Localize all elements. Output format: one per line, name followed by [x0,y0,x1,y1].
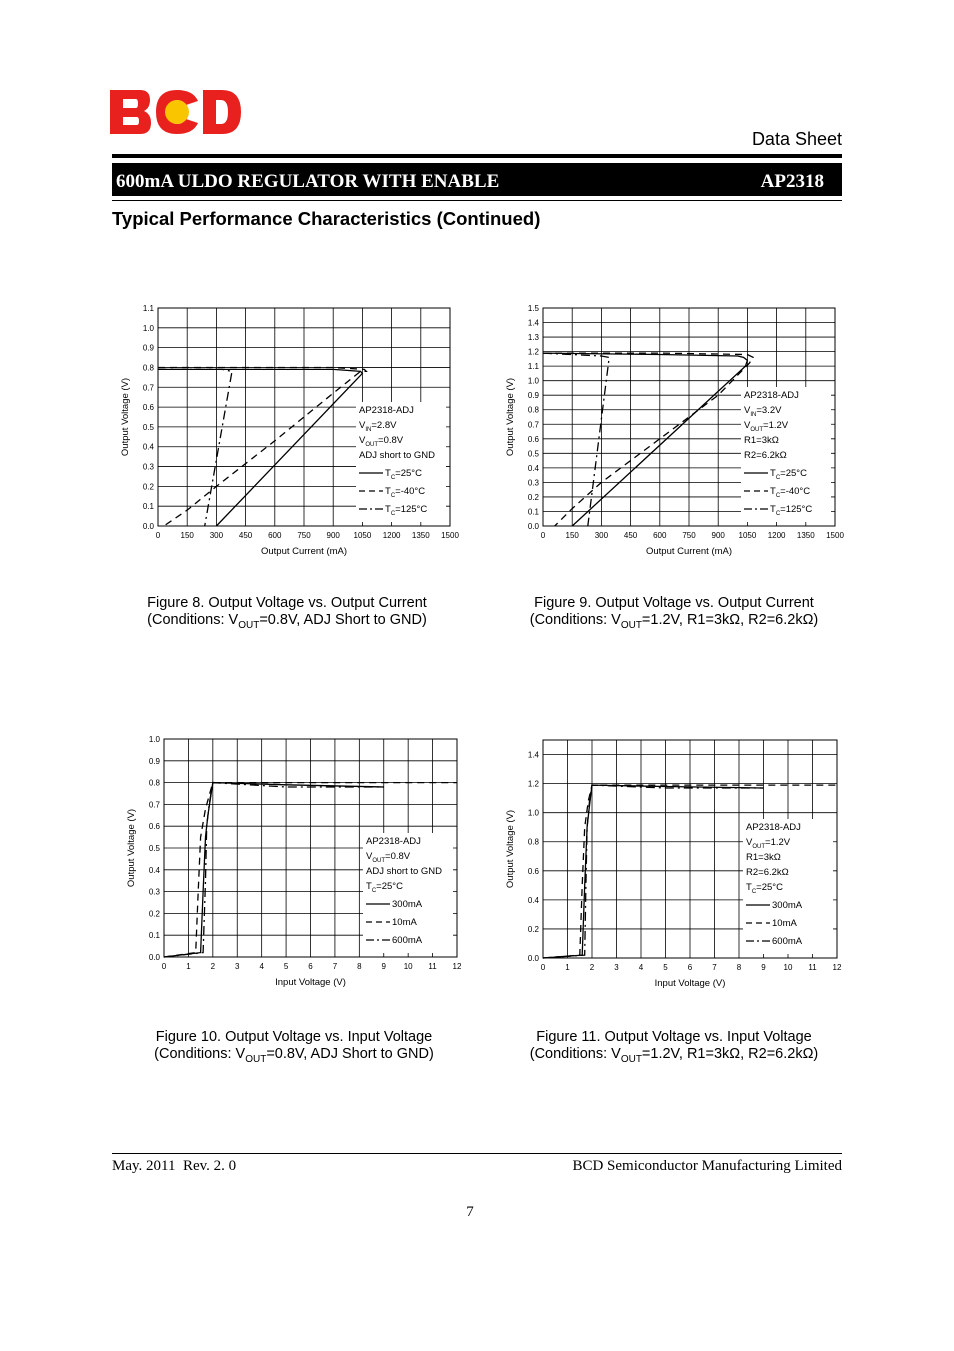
y-tick-label: 0.4 [527,463,539,473]
y-tick-label: 0.6 [142,403,154,413]
legend [743,819,833,954]
figure-8-chart [108,296,488,576]
x-tick-label: 3 [235,962,240,971]
section-heading: Typical Performance Characteristics (Continued) [112,208,541,229]
y-tick-label: 0.3 [148,887,160,897]
document-type: Data Sheet [751,129,842,149]
figure-9-chart [493,296,873,576]
revision-date: May. 2011 Rev. 2. 0 [112,1158,237,1174]
figure-11-caption [484,1029,864,1068]
x-tick-label: 1200 [767,531,786,540]
x-tick-label: 450 [238,531,253,540]
y-tick-label: 0.8 [148,778,160,788]
x-tick-label: 12 [832,963,842,972]
x-tick-label: 600 [653,531,667,540]
y-tick-label: 0.8 [527,405,539,415]
page-number: 7 [466,1204,474,1220]
x-tick-label: 9 [381,962,386,971]
legend-condition: $V_{OUT}=1.2V$ [746,837,791,850]
y-tick-label: 1.0 [142,323,154,333]
y-tick-label: 0.3 [527,478,539,488]
x-tick-label: 150 [565,531,579,540]
y-tick-label: 0.7 [527,420,539,430]
y-tick-label: 1.2 [527,347,539,357]
legend-series-label: 300mA [772,900,803,911]
x-tick-label: 1500 [441,531,459,540]
y-tick-label: 0.4 [148,865,160,875]
y-tick-label: 0.0 [527,954,539,963]
x-tick-label: 9 [761,963,766,972]
x-tick-label: 7 [712,963,717,972]
y-tick-label: 1.0 [148,735,160,744]
chart-svg [108,296,488,576]
x-tick-label: 11 [428,962,437,971]
figure-10-caption [104,1029,484,1068]
document-title: 600mA ULDO REGULATOR WITH ENABLE [116,171,500,192]
y-tick-label: 0.9 [527,391,539,401]
caption-title: Figure 9. Output Voltage vs. Output Current [534,595,814,611]
legend-series-label: $T_C=125^\circ C$ [770,504,813,517]
y-tick-label: 0.4 [527,895,539,905]
y-tick-label: 0.6 [527,866,539,876]
x-axis-label: Input Voltage (V) [275,977,346,988]
y-tick-label: 0.7 [148,800,160,810]
legend-series-label: 10mA [772,918,797,929]
legend-condition: $V_{OUT}=0.8V$ [366,851,411,864]
y-tick-label: 1.1 [527,362,539,372]
y-tick-label: 0.4 [142,442,154,452]
legend-condition: R2=6.2kΩ [744,450,787,461]
x-tick-label: 0 [161,962,167,971]
x-tick-label: 900 [711,531,725,540]
x-tick-label: 600 [268,531,282,540]
series-line [158,369,362,526]
x-tick-label: 2 [210,962,216,971]
y-tick-label: 0.9 [142,343,154,353]
chart-svg [493,296,873,576]
x-tick-label: 7 [332,962,338,971]
y-tick-label: 1.5 [527,304,539,313]
x-tick-label: 1 [565,963,570,972]
y-tick-label: 1.4 [527,318,539,328]
legend-condition: R1=3kΩ [746,852,781,863]
x-tick-label: 0 [540,963,546,972]
x-tick-label: 6 [308,962,313,971]
legend-condition: R1=3kΩ [744,435,779,446]
x-tick-label: 5 [663,963,668,972]
legend-series-label: $T_C=-40^\circ C$ [770,486,811,499]
y-tick-label: 0.1 [527,507,539,517]
legend-condition: $V_{IN}=3.2V$ [744,405,782,418]
legend-condition: $V_{OUT}=1.2V$ [744,420,789,433]
legend-condition: ADJ short to GND [359,450,436,461]
y-tick-label: 0.8 [142,363,154,373]
y-tick-label: 1.4 [527,750,539,760]
y-tick-label: 0.2 [527,492,539,502]
legend-condition: R2=6.2kΩ [746,867,789,878]
x-tick-label: 4 [638,963,644,972]
series-line [543,353,747,526]
legend-series-label: $T_C=25^\circ C$ [385,468,422,481]
y-tick-label: 1.3 [527,333,539,343]
legend [741,387,831,522]
y-tick-label: 0.0 [142,522,154,531]
y-tick-label: 0.2 [527,924,539,934]
y-tick-label: 0.5 [148,844,160,853]
legend-condition: AP2318-ADJ [744,390,799,401]
y-tick-label: 0.6 [527,434,539,444]
series-line [543,353,609,526]
y-tick-label: 0.2 [148,909,160,919]
legend-condition: $V_{OUT}=0.8V$ [359,435,404,448]
caption-title: Figure 10. Output Voltage vs. Input Voltage [155,1029,433,1045]
y-tick-label: 0.6 [148,822,160,832]
caption-title: Figure 8. Output Voltage vs. Output Current [147,595,427,611]
legend-series-label: 300mA [392,899,423,910]
header-rule [112,154,842,158]
caption-conditions: (Conditions: $V_{OUT}=1.2V$, R1=3kΩ, R2=6.2kΩ) [529,1046,819,1065]
series-line [543,785,764,958]
legend-series-label: 600mA [772,936,803,947]
x-tick-label: 8 [357,962,362,971]
x-tick-label: 4 [259,962,264,971]
legend-condition: ADJ short to GND [366,866,443,877]
legend-series-label: $T_C=-40^\circ C$ [385,486,426,499]
x-tick-label: 750 [297,531,311,540]
company-name: BCD Semiconductor Manufacturing Limited [572,1158,842,1174]
legend-condition: $T_C=25^\circ C$ [366,881,403,894]
x-tick-label: 6 [687,963,693,972]
y-tick-label: 0.1 [148,931,160,941]
y-tick-label: 0.2 [142,482,154,492]
x-tick-label: 12 [452,962,462,971]
y-tick-label: 0.9 [148,756,160,766]
banner-underline [112,200,842,201]
figure-8-caption [97,595,477,634]
x-tick-label: 150 [180,531,194,540]
x-tick-label: 1500 [826,531,844,540]
legend-condition: AP2318-ADJ [746,822,801,833]
y-tick-label: 0.0 [148,953,160,962]
y-axis-label: Output Voltage (V) [120,377,131,457]
series-line [158,369,232,526]
x-tick-label: 10 [403,962,413,971]
x-tick-label: 0 [540,531,546,540]
caption-title: Figure 11. Output Voltage vs. Input Voltage [536,1029,812,1045]
x-tick-label: 8 [736,963,742,972]
x-tick-label: 2 [589,963,595,972]
caption-conditions: (Conditions: $V_{OUT}=0.8V$, ADJ Short to GND) [154,1046,434,1065]
legend-series-label: $T_C=25^\circ C$ [770,468,807,481]
series-line [543,353,753,526]
x-tick-label: 1050 [738,531,757,540]
legend-series-label: 10mA [392,917,417,928]
chart-svg [493,728,873,1008]
y-tick-label: 0.1 [142,502,154,512]
x-tick-label: 3 [614,963,619,972]
legend-condition: AP2318-ADJ [366,836,421,847]
figure-9-caption [484,595,864,634]
x-tick-label: 1 [186,962,191,971]
x-tick-label: 0 [155,531,161,540]
x-tick-label: 10 [783,963,793,972]
x-tick-label: 1050 [353,531,372,540]
x-tick-label: 300 [209,531,224,540]
legend-series-label: $T_C=125^\circ C$ [385,504,428,517]
x-tick-label: 750 [682,531,696,540]
x-tick-label: 1350 [796,531,815,540]
legend-condition: $T_C=25^\circ C$ [746,882,783,895]
y-tick-label: 1.1 [142,304,154,313]
bcd-logo [110,88,242,136]
y-tick-label: 1.0 [527,808,539,818]
legend-series-label: 600mA [392,935,423,946]
y-axis-label: Output Voltage (V) [505,809,516,889]
y-tick-label: 0.0 [527,522,539,531]
caption-conditions: (Conditions: $V_{OUT}=1.2V$, R1=3kΩ, R2=6.2kΩ) [529,612,819,631]
chart-svg [108,728,488,1008]
y-tick-label: 0.5 [527,449,539,459]
figure-10-chart [108,728,488,1008]
y-axis-label: Output Voltage (V) [505,377,516,457]
series-line [543,785,764,958]
legend-condition: AP2318-ADJ [359,405,414,416]
x-tick-label: 450 [623,531,638,540]
x-tick-label: 1350 [411,531,430,540]
y-tick-label: 0.8 [527,837,539,847]
part-number: AP2318 [760,171,824,192]
x-tick-label: 900 [326,531,340,540]
bcd-logo-graphic [110,88,242,136]
y-tick-label: 0.3 [142,462,154,472]
footer-rule [112,1153,842,1154]
legend-condition: $V_{IN}=2.8V$ [359,420,397,433]
x-tick-label: 5 [283,962,289,971]
x-axis-label: Output Current (mA) [260,546,348,557]
x-tick-label: 11 [808,963,817,972]
legend [356,402,446,522]
figure-11-chart [493,728,873,1008]
title-banner [112,163,842,196]
x-tick-label: 300 [594,531,609,540]
y-axis-label: Output Voltage (V) [126,808,137,888]
caption-conditions: (Conditions: $V_{OUT}=0.8V$, ADJ Short to GND) [147,612,427,631]
y-tick-label: 1.2 [527,779,539,789]
x-tick-label: 1200 [382,531,401,540]
y-tick-label: 0.7 [142,383,154,393]
y-tick-label: 1.0 [527,376,539,386]
x-axis-label: Input Voltage (V) [654,978,726,989]
legend [363,833,453,953]
x-axis-label: Output Current (mA) [645,546,733,557]
y-tick-label: 0.5 [142,422,154,432]
